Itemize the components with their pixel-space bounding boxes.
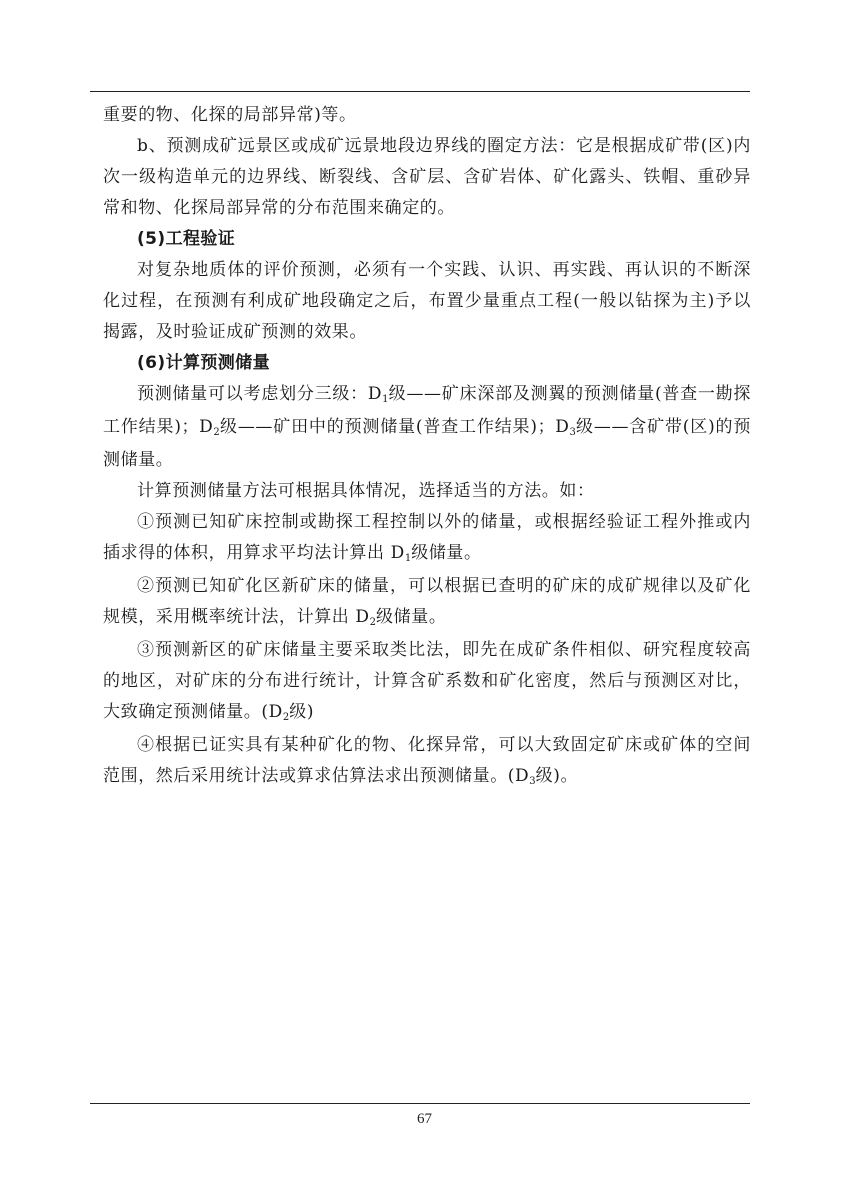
paragraph-reserve-grades: 预测储量可以考虑划分三级：D1级——矿床深部及测翼的预测储量(普查一勘探工作结果)；D2级——矿田中的预测储量(普查工作结果)；D3级——含矿带(区)的预测储量。 bbox=[103, 384, 751, 470]
paragraph-continuation: 重要的物、化探的局部异常)等。 bbox=[103, 105, 357, 125]
paragraph-verification: 对复杂地质体的评价预测，必须有一个实践、认识、再实践、再认识的不断深化过程，在预测有利成矿地段确定之后，布置少量重点工程(一般以钻探为主)予以揭露，及时验证成矿预测的效果。 bbox=[103, 260, 751, 342]
footer-rule bbox=[90, 1103, 750, 1104]
heading-engineering-verification: (5)工程验证 bbox=[137, 229, 236, 249]
page-number: 67 bbox=[417, 1111, 432, 1127]
paragraph-method-3: ③预测新区的矿床储量主要采取类比法，即先在成矿条件相似、研究程度较高的地区，对矿床的分布进行统计，计算含矿系数和矿化密度，然后与预测区对比，大致确定预测储量。(D2级) bbox=[103, 640, 751, 723]
heading-reserve-calculation: (6)计算预测储量 bbox=[137, 353, 270, 373]
header-rule bbox=[90, 91, 750, 92]
paragraph-method-2: ②预测已知矿化区新矿床的储量，可以根据已查明的矿床的成矿规律以及矿化规模，采用概率统计法，计算出 D2级储量。 bbox=[103, 576, 751, 628]
paragraph-method-4: ④根据已证实具有某种矿化的物、化探异常，可以大致固定矿床或矿体的空间范围，然后采用统计法或算求估算法求出预测储量。(D3级)。 bbox=[103, 735, 751, 787]
paragraph-method-1: ①预测已知矿床控制或勘探工程控制以外的储量，或根据经验证工程外推或内插求得的体积，用算求平均法计算出 D1级储量。 bbox=[103, 512, 751, 564]
paragraph-boundary-method: b、预测成矿远景区或成矿远景地段边界线的圈定方法：它是根据成矿带(区)内次一级构造单元的边界线、断裂线、含矿层、含矿岩体、矿化露头、铁帽、重砂异常和物、化探局部异常的分布范围来确定的。 bbox=[103, 136, 751, 218]
page-body bbox=[103, 100, 751, 794]
paragraph-method-intro: 计算预测储量方法可根据具体情况，选择适当的方法。如： bbox=[137, 481, 595, 501]
